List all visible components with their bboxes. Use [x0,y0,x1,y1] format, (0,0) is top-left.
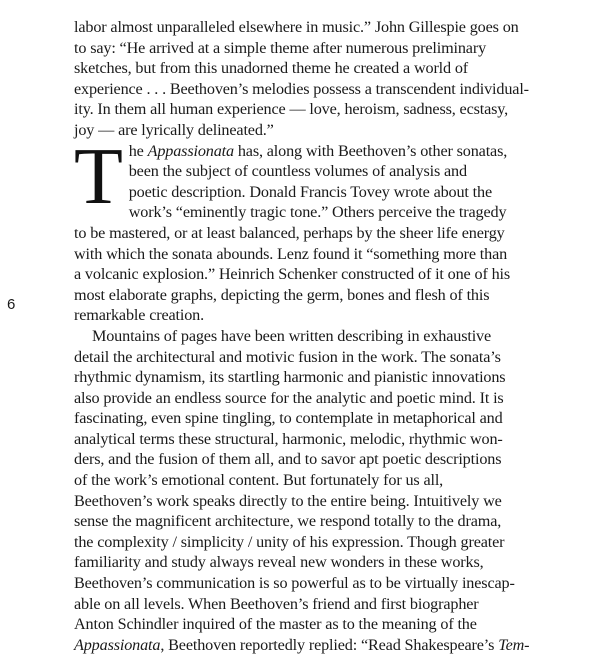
page-number: 6 [7,296,16,313]
paragraph-quote [74,17,533,141]
text-line: rhythmic dynamism, its startling harmonic and pianistic innovations [74,368,506,387]
text-line: most elaborate graphs, depicting the germ, bones and flesh of this [74,285,490,304]
text-line: also provide an endless source for the analytic and poetic mind. It is [74,388,504,407]
text-line: to be mastered, or at least balanced, perhaps by the sheer life energy [74,223,505,242]
body-text [74,17,533,655]
text-line: Mountains of pages have been written describing in exhaustive [92,326,492,345]
text-line: a volcanic explosion.” Heinrich Schenker constructed of it one of his [74,265,511,284]
text-line: poetic description. Donald Francis Tovey wrote about the [128,182,493,201]
text-line: work’s “eminently tragic tone.” Others perceive the tragedy [128,203,507,222]
text-line: ity. In them all human experience — love, heroism, sadness, ecstasy, [74,100,509,119]
text-line: Beethoven’s communication is so powerful as to be virtually inescap- [74,574,515,593]
text-line: of the work’s emotional content. But fortunately for us all, [74,471,444,490]
text-line: analytical terms these structural, harmonic, melodic, rhythmic won- [74,429,503,448]
text-line [74,635,533,655]
text-line: sketches, but from this unadorned theme he created a world of [74,59,469,78]
drop-cap: T [74,132,123,221]
text-line: to say: “He arrived at a simple theme after numerous preliminary [74,38,487,57]
text-fragment: has, along with Beethoven’s other sonatas, [233,141,508,160]
text-line [74,141,533,162]
text-fragment: , Beethoven reportedly replied: “Read Shakespeare’s [160,635,499,654]
text-line: labor almost unparalleled elsewhere in music.” John Gillespie goes on [74,18,519,36]
text-line: experience . . . Beethoven’s melodies possess a transcendent individual- [74,79,529,98]
text-line: remarkable creation. [74,306,205,325]
text-line: Anton Schindler inquired of the master as to the meaning of the [74,615,477,634]
text-line: the complexity / simplicity / unity of his expression. Though greater [74,532,505,551]
text-line: fascinating, even spine tingling, to contemplate in metaphorical and [74,409,503,428]
text-line: sense the magnificent architecture, we respond totally to the drama, [74,512,502,531]
text-line: Beethoven’s work speaks directly to the entire being. Intuitively we [74,491,502,510]
work-title: Appassionata [147,141,234,160]
work-title: Tem- [498,635,530,654]
text-fragment: he [128,141,148,160]
text-line: able on all levels. When Beethoven’s friend and first biographer [74,594,479,613]
paragraph-mountains [74,326,533,655]
text-line: joy — are lyrically delineated.” [74,120,274,139]
text-line: with which the sonata abounds. Lenz found it “something more than [74,244,508,263]
work-title: Appassionata [74,635,161,654]
text-line: familiarity and study always reveal new wonders in these works, [74,553,484,572]
text-line: detail the architectural and motivic fusion in the work. The sonata’s [74,347,501,366]
text-line: been the subject of countless volumes of analysis and [128,162,467,181]
paragraph-appassionata [74,132,533,326]
text-line: ders, and the fusion of them all, and to savor apt poetic descriptions [74,450,502,469]
